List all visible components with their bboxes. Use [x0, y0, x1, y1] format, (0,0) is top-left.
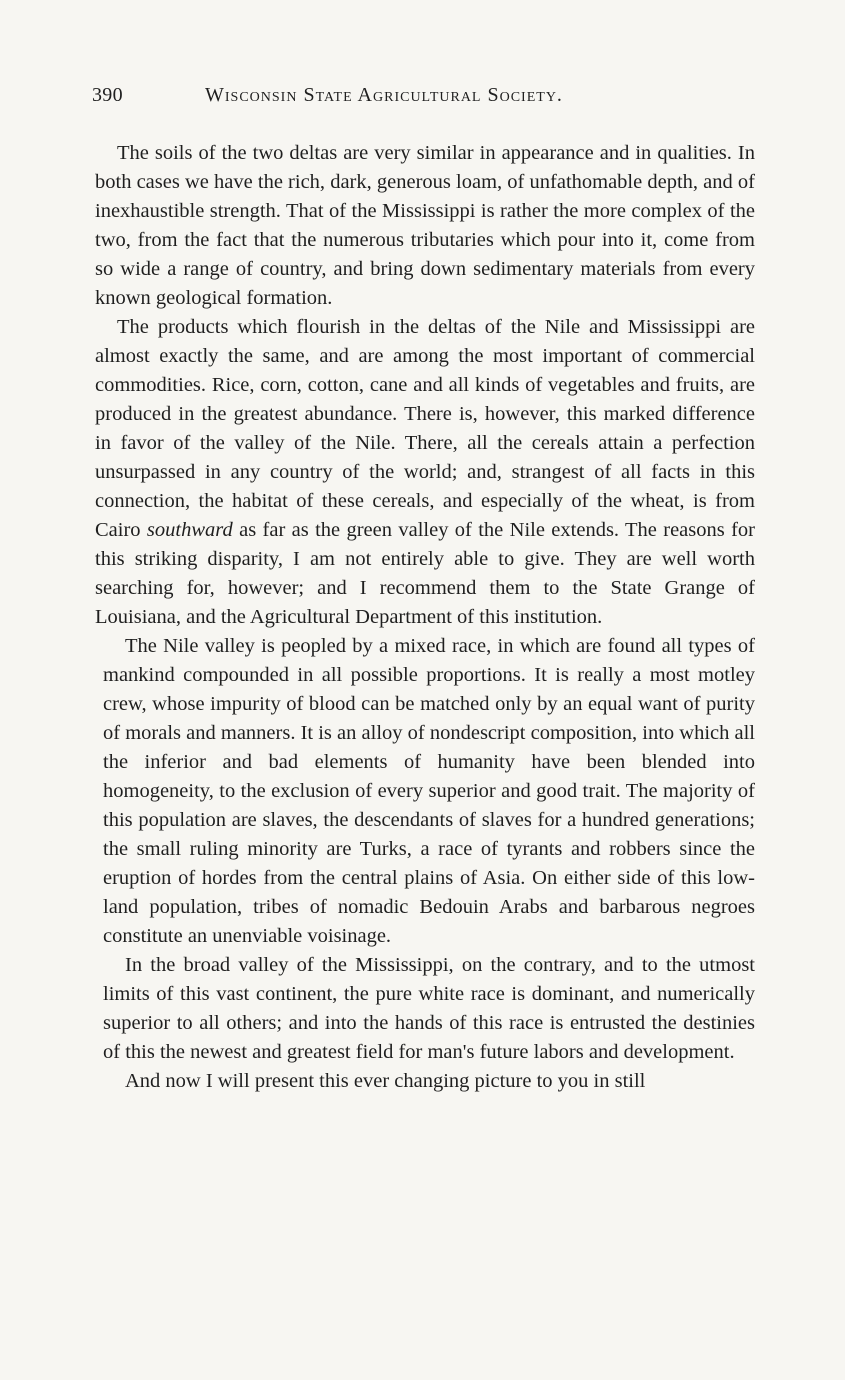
paragraph-products: The products which flourish in the deltas of the Nile and Mississippi are almost exactly the same, and are among the most important of commercial commodities. Rice, corn, cotton, cane and all kinds of vegetables and fruits, are produced in the greatest abundance. There is, however, this marked difference in favor of the valley of the Nile. There, all the cereals attain a perfection unsurpassed in any country of the world; and, strangest of all facts in this connection, the habitat of these cereals, and especially of the wheat, is from Cairo southward as far as the green valley of the Nile extends. The reasons for this striking disparity, I am not entirely able to give. They are well worth searching for, however; and I recommend them to the State Grange of Louisiana, and the Agricultural Department of this institution. [95, 316, 756, 628]
paragraph-nile-valley: The Nile valley is peopled by a mixed race, in which are found all types of mankind compounded in all possible proportions. It is really a most motley crew, whose impurity of blood can be matched only by an equal want of purity of morals and manners. It is an alloy of nondescript composition, into which all the inferior and bad elements of humanity have been blended into homogeneity, to the exclusion of every superior and good trait. The majority of this population are slaves, the descendants of slaves for a hundred generations; the small ruling minority are Turks, a race of tyrants and robbers since the eruption of hordes from the central plains of Asia. On either side of this low-land population, tribes of nomadic Bedouin Arabs and barbarous negroes constitute an unenviable voisinage. [103, 635, 755, 947]
emphasis-southward: southward [146, 519, 233, 541]
running-head: Wisconsin State Agricultural Society. [205, 84, 563, 106]
paragraph-mississippi-valley: In the broad valley of the Mississippi, on the contrary, and to the utmost limits of this vast continent, the pure white race is dominant, and numerically superior to all others; and into the hands of this race is entrusted the destinies of this the newest and greatest field for man's future labors and development. [103, 954, 755, 1063]
paragraph-closing: And now I will present this ever changing picture to you in still [125, 1070, 646, 1092]
body-text [95, 139, 755, 1096]
page-number: 390 [92, 84, 123, 106]
page-header [92, 84, 752, 114]
paragraph-soils: The soils of the two deltas are very similar in appearance and in qualities. In both cases we have the rich, dark, generous loam, of unfathomable depth, and of inexhaustible strength. That of the Mississippi is rather the more complex of the two, from the fact that the numerous tributaries which pour into it, come from so wide a range of country, and bring down sedimentary materials from every known geological formation. [95, 142, 755, 309]
